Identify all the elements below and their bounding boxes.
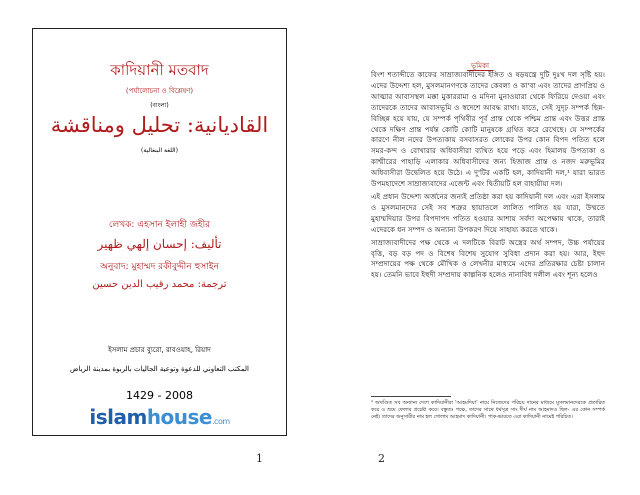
- preface-heading-text: ভূমিকা: [467, 62, 493, 71]
- logo-text-com: .com: [212, 417, 230, 426]
- footnote: ¹ অখণ্ডিত সব অন্যান্য দেশে কাদিয়ানীরা 'আহমদিয়া' নামে নিজেদের পরিচয় দানের মাধ্যমে মুসলমানদেরকে প্রতারিত করে ও ভ্রমে ফেলার প্রচেষ্টা করে। বস্তুতঃ পক্ষে, তাদের সাথে ধর্মসূত্র সাং দীর্ঘ নাম আহমাদও ছিল- এর কোন সম্পর্ক নেই। তাদের অনুসারীর নাম হল গোলাম আহমাদ কাদিয়ানী। পাক-ভারতে এরা কাদিয়ানী নামেই পরিচিত।: [371, 400, 605, 420]
- islamhouse-logo: [33, 405, 286, 429]
- publisher-bengali: ইসলাম প্রচার ব্যুরো, রাবওয়াহ, রিয়াদ: [108, 346, 211, 354]
- page-number: 1: [256, 452, 263, 465]
- page-number: 2: [378, 452, 385, 465]
- footnote-divider: [371, 396, 451, 397]
- preface-page: [320, 0, 640, 495]
- cover-title-arabic: القاديانية: تحليل ومناقشة: [50, 113, 269, 137]
- cover-language-arabic: (اللغة البنغالية): [141, 147, 178, 154]
- author-bengali: লেখক: এহসান ইলাহী জহীর: [108, 220, 211, 230]
- cover-frame: [32, 28, 287, 436]
- paragraph: সাম্রাজ্যবাদীদের পক্ষ থেকে এ দলটিকে বিরাট অস্ত্রের অর্থ সম্পদ, উচ্চ পর্যায়ের বৃত্তি, বড় বড় পদ ও বিশেষ বিশেষ সুযোগ সুবিধা প্রদান করা হয়। আর, ইহুদ সম্প্রদায়ের পক্ষ থেকে মৌখিক ও লেখনীর মাধ্যমে এদের প্রতিরক্ষার চেষ্টা চালান হয়। তেমনি ভাবে ইহুদী সম্প্রদায় কাল্পনিক হলেও নানাবিধ দলীল এবং শূন্য হলেও: [371, 237, 605, 280]
- author-arabic: تأليف: إحسان إلهي ظهير: [97, 237, 222, 251]
- paragraph: বিংশ শতাব্দীতে কাফের সাম্রাজ্যবাদীদের ইঙ্গিত ও ষড়যন্ত্রে দুটি দুঃখ দল সৃষ্টি হয়। এদের উদ্দেশ্য হল, মুসলমানগণকে তাদের কেবলা ও কা'বা এবং তাদের প্রাণপ্রিয় ও আত্মার আবাসস্থল মক্কা মুকাররামা ও মদিনা মুনাওয়ারা থেকে ফিরিয়ে দেওয়া এবং তাদেরকে তাদের আবাসভূমি ও স্বদেশে আবদ্ধ রাখা। যাতে, সেই সুদৃঢ় সম্পর্ক ছিন্ন-বিচ্ছিন্ন হয়ে যায়, যে সম্পর্ক পৃথিবীর পূর্ব প্রান্ত থেকে পশ্চিম প্রান্ত এবং উত্তর প্রান্ত থেকে দক্ষিণ প্রান্ত পর্যন্ত কোটি কোটি মানুষকে গ্রথিত করে রেখেছে। যে সম্পর্কের কারণে নীল নদের উপত্যকায় বসবাসরত লোকের উপর কোন বিপদ পতিত হলে সমর-কন্দ ও বোখারার অধিবাসীরা ব্যথিত হয়ে পড়ে এবং হিমালয় উপত্যকা ও কাশ্মীরের পাহাড়ি এলাকার অধিবাসীদের জন্য হিজাজ প্রান্ত ও নজদ মরুভূমির অধিবাসীরা উদ্বেলিত হয়ে উঠে। এ দু'টির একটি হল, কাদিয়ানী দল,¹ যারা ভারত উপমহাদেশে সাম্রাজ্যবাদের এজেন্ট এবং দ্বিতীয়টি হল বাহায়ীয়া দল।: [371, 70, 605, 189]
- cover-language-bengali: (বাংলা): [150, 102, 169, 109]
- translator-arabic: ترجمة: محمد رقيب الدين حسين: [92, 279, 227, 290]
- paragraph: এই প্রধান উদ্দেশ্য অর্জনের জন্যই প্রতিষ্ঠা করা হয় কাদিয়ানী দল এবং এরা ইসলাম ও মুসলমানদের সেই সব শত্রুর ছায়াতলে লালিত পালিত হয় যারা, উম্মতে মুহাম্মদিয়ার উপর বিপদাপদ পতিত হওয়ার আশায় সর্বদা অপেক্ষায় থাকে, তারাই এদেরকে ধন সম্পদ ও অন্যান্য উপকরণ দিয়ে সাহায্য করতে থাকে।: [371, 191, 605, 234]
- publication-year: 1429 - 2008: [126, 389, 193, 402]
- preface-body: [371, 70, 605, 283]
- logo-text-house: house: [146, 405, 212, 429]
- logo-text-islam: islam: [89, 405, 147, 429]
- cover-title-bengali: কাদিয়ানী মতবাদ: [110, 61, 209, 79]
- cover-subtitle: (পর্যালোচনা ও বিশ্লেষণ): [125, 87, 194, 95]
- translator-bengali: অনুবাদ: মুহাম্মদ রকীবুদ্দীন হুসাইন: [100, 262, 219, 272]
- publisher-arabic: المكتب التعاوني للدعوة وتوعية الجاليات بالربوة بمدينة الرياض: [70, 365, 249, 373]
